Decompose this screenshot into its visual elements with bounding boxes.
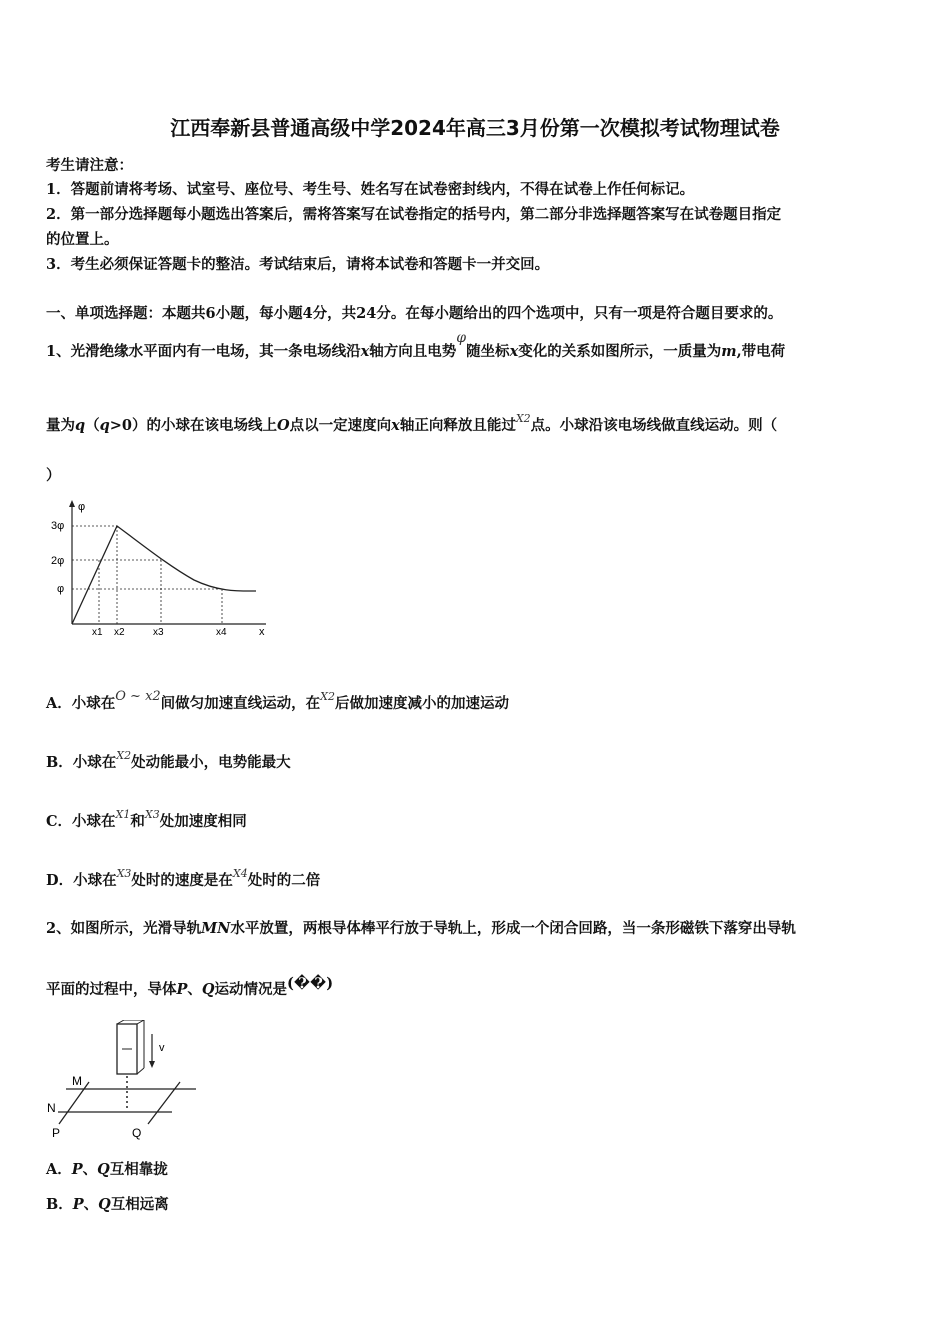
y-axis-arrow-icon [69,500,75,507]
option-1C [46,810,247,831]
var-x: x [360,343,370,360]
option-text: 处加速度相同 [159,813,247,830]
var-x: x [509,343,519,360]
answer-blank: (��) [287,975,334,992]
q1-text: 轴正向释放且能过 [399,417,516,434]
var-q: q [75,417,86,434]
question-1-line-2 [46,414,777,435]
option-text: 后做加速度减小的加速运动 [335,695,510,712]
question-1-line-3: ） [46,467,61,484]
var-P: P [176,981,188,998]
option-text: 、 [82,1161,98,1178]
q1-text: 轴方向且电势 [369,343,457,360]
q1-text: 变化的关系如图所示，一质量为 [518,343,722,360]
q1-text: （ [85,417,100,434]
q2-text: 平面的过程中，导体 [46,981,177,998]
option-text: B．小球在 [46,754,117,771]
notice-item-3: 3．考生必须保证答题卡的整洁。考试结束后，请将本试卷和答题卡一并交回。 [46,256,550,273]
velocity-label: v [159,1042,165,1054]
option-text: 、 [83,1196,99,1213]
var-x3: X3 [144,808,160,821]
label-N: N [47,1101,56,1115]
x-tick-x1: x1 [92,627,103,638]
velocity-arrow-icon [149,1061,155,1068]
q2-text: 运动情况是 [214,981,288,998]
label-Q: Q [132,1126,142,1140]
q1-text: 量为 [46,417,75,434]
rod-P [59,1082,89,1124]
y-tick-3phi: 3φ [51,520,65,532]
option-text: B． [46,1196,73,1213]
option-2A [46,1158,168,1179]
var-phi: φ [456,330,467,346]
var-O: O [277,417,290,434]
rails-magnet-figure [44,1020,204,1142]
var-x1: X1 [115,808,131,821]
option-text: 处动能最小，电势能最大 [131,754,291,771]
option-1A [46,689,510,713]
var-Q: Q [98,1196,111,1213]
x-tick-x3: x3 [153,627,164,638]
question-2-line-1 [46,917,796,938]
q2-text: 、 [187,981,202,998]
q1-text: >0）的小球在该电场线上 [109,417,278,434]
notice-heading: 考生请注意： [46,157,133,174]
option-1D [46,869,320,890]
option-text: 互相靠拢 [109,1161,168,1178]
label-M: M [72,1074,82,1088]
var-q: q [99,417,110,434]
label-P: P [52,1126,61,1140]
section-heading: 一、单项选择题：本题共6小题，每小题4分，共24分。在每小题给出的四个选项中，只有一项是符合题目要求的。 [46,305,783,322]
var-P: P [71,1161,83,1178]
question-1-line-1 [46,330,786,361]
var-x4: X4 [232,867,248,880]
magnet-side-edge [137,1068,144,1074]
option-text: 互相远离 [110,1196,169,1213]
potential-graph [44,496,284,646]
x-axis-label: x [259,626,265,638]
question-2-line-2 [46,975,334,999]
var-Q: Q [97,1161,110,1178]
var-x3: X3 [116,867,132,880]
notice-item-2b: 的位置上。 [46,231,119,248]
notice-item-2a: 2．第一部分选择题每小题选出答案后，需将答案写在试卷指定的括号内，第二部分非选择题答案写在试卷题目指定 [46,206,782,223]
notice-item-1: 1．答题前请将考场、试室号、座位号、考生号、姓名写在试卷密封线内，不得在试卷上作任何标记。 [46,181,695,198]
option-text: 处时的二倍 [247,872,321,889]
y-tick-2phi: 2φ [51,555,65,567]
option-text: A． [46,1161,72,1178]
q1-text: 随坐标 [466,343,510,360]
y-axis-label: φ [78,501,86,513]
q2-text: 2、如图所示，光滑导轨 [46,920,202,937]
x-tick-x2: x2 [114,627,125,638]
q2-text: 水平放置，两根导体棒平行放于导轨上，形成一个闭合回路，当一条形磁铁下落穿出导轨 [230,920,796,937]
option-text: D．小球在 [46,872,117,889]
q1-text: 1、光滑绝缘水平面内有一电场，其一条电场线沿 [46,343,361,360]
var-x: x [391,417,400,434]
q1-text: ,带电荷 [736,343,786,360]
potential-curve [72,526,256,624]
var-x2: X2 [515,412,531,425]
option-text: C．小球在 [46,813,116,830]
y-tick-phi: φ [57,583,65,595]
var-range: O ~ x2 [115,689,161,704]
option-text: A．小球在 [46,695,116,712]
q1-text: 点以一定速度向 [289,417,392,434]
var-P: P [72,1196,84,1213]
var-x2: X2 [320,690,336,703]
option-text: 和 [130,813,145,830]
option-1B [46,751,291,772]
var-Q: Q [201,981,215,998]
page-title: 江西奉新县普通高级中学2024年高三3月份第一次模拟考试物理试卷 [170,116,780,140]
var-m: m [721,343,737,360]
q1-text: 点。小球沿该电场线做直线运动。则（ [530,417,778,434]
rod-Q [148,1082,180,1124]
option-text: 间做匀加速直线运动，在 [160,695,321,712]
var-MN: MN [201,920,231,937]
magnet-top-edge [137,1020,144,1024]
option-2B [46,1193,169,1214]
var-x2: X2 [116,749,132,762]
option-text: 处时的速度是在 [131,872,233,889]
x-tick-x4: x4 [216,627,227,638]
